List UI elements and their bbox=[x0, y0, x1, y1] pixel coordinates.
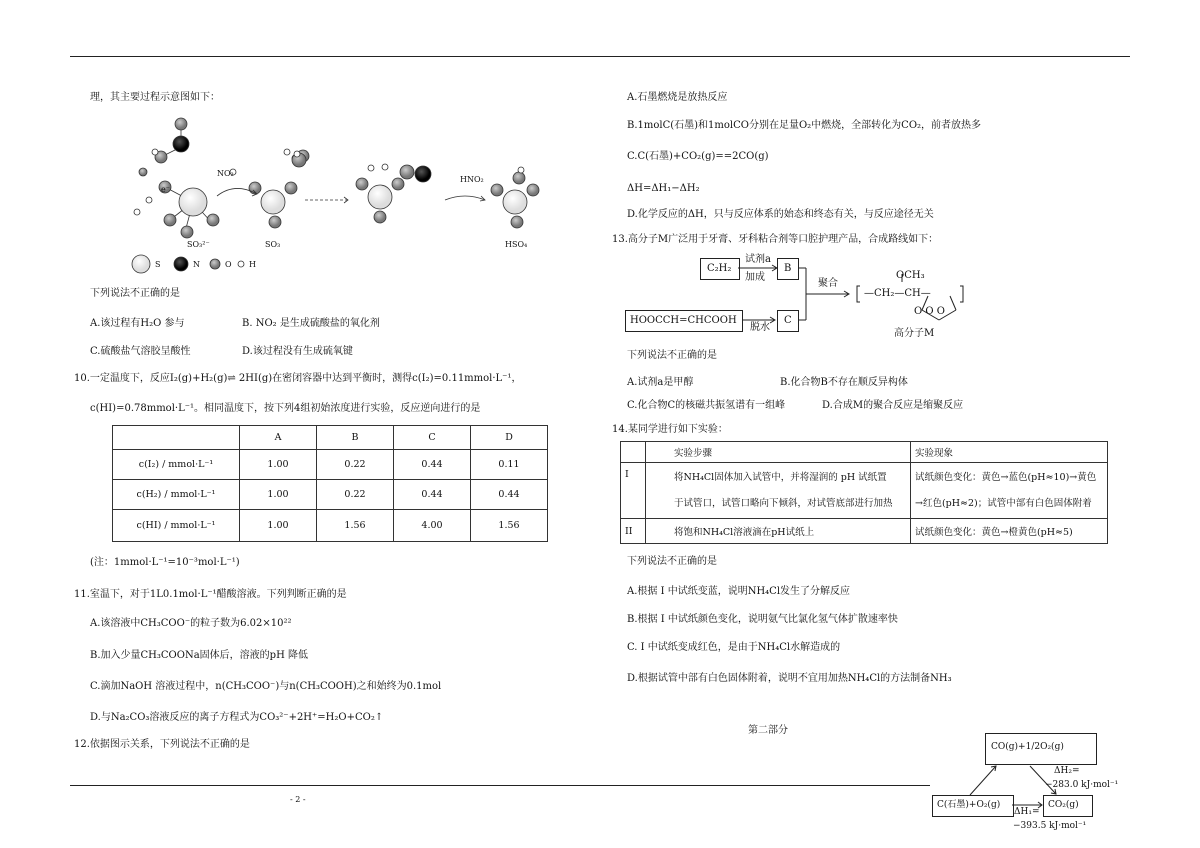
legend-s: S bbox=[155, 260, 161, 269]
polymerize-label: 聚合 bbox=[818, 278, 838, 289]
q10-table bbox=[112, 425, 548, 542]
bottom-rule bbox=[70, 785, 930, 786]
so3-label: SO₃ bbox=[265, 240, 281, 249]
q14-row1-num: I bbox=[621, 463, 646, 519]
q14-row1-step-line: 将NH₄Cl固体加入试管中，并将湿润的 pH 试纸置 bbox=[674, 471, 887, 483]
legend-n: N bbox=[193, 260, 200, 269]
q11-stem: 11.室温下，对于1L0.1mol·L⁻¹醋酸溶液。下列判断正确的是 bbox=[74, 589, 347, 600]
no2-label: NO₂ bbox=[217, 169, 234, 178]
section-title: 第二部分 bbox=[748, 725, 788, 736]
q14-question: 下列说法不正确的是 bbox=[627, 556, 717, 567]
q10-cell: 1.56 bbox=[317, 510, 394, 542]
acid-box bbox=[625, 310, 743, 332]
hso4-label: HSO₄ bbox=[505, 240, 528, 249]
q14-option-d: D.根据试管中部有白色固体附着，说明不宜用加热NH₄Cl的方法制备NH₃ bbox=[627, 673, 952, 684]
c-label: C bbox=[784, 315, 792, 326]
q13-option-d: D.合成M的聚合反应是缩聚反应 bbox=[822, 400, 964, 411]
q10-cell: 0.44 bbox=[394, 480, 471, 510]
q10-cell: 1.00 bbox=[240, 450, 317, 480]
polymer-name: 高分子M bbox=[894, 328, 935, 339]
q14-option-a: A.根据 I 中试纸变蓝，说明NH₄Cl发生了分解反应 bbox=[627, 586, 851, 597]
q9-option-c: C.硫酸盐气溶胶呈酸性 bbox=[90, 346, 191, 357]
q10-note: (注：1mmol·L⁻¹=10⁻³mol·L⁻¹) bbox=[90, 557, 240, 568]
q12-option-d: D.化学反应的ΔH，只与反应体系的始态和终态有关，与反应途径无关 bbox=[627, 209, 934, 220]
q10-line1: 10.一定温度下，反应I₂(g)+H₂(g)⇌ 2HI(g)在密闭容器中达到平衡时，测得c(I₂)=0.11mmol·L⁻¹， bbox=[74, 373, 522, 384]
q10-header-c: C bbox=[394, 426, 471, 450]
q10-row-label: c(H₂) / mmol·L⁻¹ bbox=[113, 480, 240, 510]
q10-line2: c(HI)=0.78mmol·L⁻¹。相同温度下，按下列4组初始浓度进行实验，反应逆向进行的是 bbox=[90, 403, 481, 414]
q14-header-step: 实验步骤 bbox=[646, 442, 911, 463]
b-box bbox=[777, 258, 799, 280]
q10-row-label: c(I₂) / mmol·L⁻¹ bbox=[113, 450, 240, 480]
q10-cell: 1.00 bbox=[240, 480, 317, 510]
energy-top-label: CO(g)+1/2O₂(g) bbox=[991, 742, 1064, 752]
q9-option-b: B. NO₂ 是生成硫酸盐的氧化剂 bbox=[242, 318, 380, 329]
q14-row2-result: 试纸颜色变化：黄色→橙黄色(pH≈5) bbox=[911, 519, 1108, 544]
acid-label: HOOCCH=CHCOOH bbox=[630, 315, 737, 326]
q13-option-a: A.试剂a是甲醇 bbox=[627, 377, 694, 388]
q14-option-c: C. I 中试纸变成红色，是由于NH₄Cl水解造成的 bbox=[627, 642, 841, 653]
q14-table bbox=[620, 441, 1108, 544]
q9-option-d: D.该过程没有生成硫氧键 bbox=[242, 346, 353, 357]
energy-right-label: CO₂(g) bbox=[1048, 800, 1079, 810]
q14-row1-result-line: →红色(pH≈2)；试管中部有白色固体附着 bbox=[915, 497, 1092, 509]
b-label: B bbox=[784, 263, 792, 274]
q14-stem: 14.某同学进行如下实验： bbox=[612, 424, 728, 435]
dehydration-label: 脱水 bbox=[750, 322, 770, 333]
legend-h: H bbox=[249, 260, 256, 269]
q14-row1-step-line: 于试管口，试管口略向下倾斜，对试管底部进行加热 bbox=[674, 497, 893, 509]
dh1-label: ΔH₁= bbox=[1014, 807, 1040, 817]
q11-option-d: D.与Na₂CO₃溶液反应的离子方程式为CO₃²⁻+2H⁺=H₂O+CO₂↑ bbox=[90, 712, 384, 723]
q11-option-c: C.滴加NaOH 溶液过程中，n(CH₃COO⁻)与n(CH₃COOH)之和始终为0.1mol bbox=[90, 681, 442, 692]
reagent-label: 试剂a bbox=[745, 254, 771, 265]
q14-header-result: 实验现象 bbox=[911, 442, 1108, 463]
polymer-chain: —CH₂—CH— bbox=[864, 288, 931, 299]
q14-row2-step: 将饱和NH₄Cl溶液滴在pH试纸上 bbox=[646, 519, 911, 544]
q14-header-blank bbox=[621, 442, 646, 463]
q11-option-b: B.加入少量CH₃COONa固体后，溶液的pH 降低 bbox=[90, 650, 308, 661]
dh2-label: ΔH₂= bbox=[1054, 766, 1080, 776]
q10-row-label: c(HI) / mmol·L⁻¹ bbox=[113, 510, 240, 542]
q10-cell: 0.22 bbox=[317, 480, 394, 510]
q10-cell: 1.00 bbox=[240, 510, 317, 542]
q14-row2-num: II bbox=[621, 519, 646, 544]
q12-stem: 12.依据图示关系，下列说法不正确的是 bbox=[74, 739, 250, 750]
energy-left-label: C(石墨)+O₂(g) bbox=[937, 800, 1001, 810]
q13-question: 下列说法不正确的是 bbox=[627, 350, 717, 361]
c2h2-label: C₂H₂ bbox=[707, 263, 732, 274]
q9-stem: 下列说法不正确的是 bbox=[90, 288, 180, 299]
so3-2-label: SO₃²⁻ bbox=[187, 240, 210, 249]
dh2-value: −283.0 kJ·mol⁻¹ bbox=[1045, 780, 1119, 790]
q10-cell: 0.11 bbox=[471, 450, 548, 480]
intro-text: 理，其主要过程示意图如下： bbox=[90, 92, 220, 103]
q13-option-c: C.化合物C的核磁共振氢谱有一组峰 bbox=[627, 400, 786, 411]
hno2-label: HNO₂ bbox=[460, 175, 484, 184]
page-number: - 2 - bbox=[290, 795, 306, 804]
q10-cell: 0.44 bbox=[394, 450, 471, 480]
dh1-value: −393.5 kJ·mol⁻¹ bbox=[1013, 821, 1087, 831]
q12-option-c-dh: ΔH=ΔH₁−ΔH₂ bbox=[627, 183, 700, 194]
q10-header-d: D bbox=[471, 426, 548, 450]
legend-o: O bbox=[225, 260, 232, 269]
top-rule bbox=[70, 56, 1130, 57]
q14-row1-step bbox=[646, 463, 911, 519]
q12-option-c: C.C(石墨)+CO₂(g)==2CO(g) bbox=[627, 151, 769, 162]
q14-row1-result-line: 试纸颜色变化：黄色→蓝色(pH≈10)→黄色 bbox=[915, 471, 1097, 483]
polymer-ring: O O O bbox=[914, 306, 945, 317]
addition-label: 加成 bbox=[745, 272, 765, 283]
q10-cell: 1.56 bbox=[471, 510, 548, 542]
q10-header-a: A bbox=[240, 426, 317, 450]
electron-label: e⁻ bbox=[161, 185, 170, 194]
q14-row1-result bbox=[911, 463, 1108, 519]
q12-option-b: B.1molC(石墨)和1molCO分别在足量O₂中燃烧，全部转化为CO₂，前者放热多 bbox=[627, 120, 982, 131]
mechanism-diagram bbox=[125, 112, 565, 282]
q10-cell: 4.00 bbox=[394, 510, 471, 542]
c-box bbox=[777, 310, 799, 332]
q10-cell: 0.22 bbox=[317, 450, 394, 480]
q14-option-b: B.根据 I 中试纸颜色变化，说明氨气比氯化氢气体扩散速率快 bbox=[627, 614, 898, 625]
q10-header-blank bbox=[113, 426, 240, 450]
q10-header-b: B bbox=[317, 426, 394, 450]
q9-option-a: A.该过程有H₂O 参与 bbox=[90, 318, 185, 329]
q11-option-a: A.该溶液中CH₃COO⁻的粒子数为6.02×10²² bbox=[90, 618, 292, 629]
q10-cell: 0.44 bbox=[471, 480, 548, 510]
q13-stem: 13.高分子M广泛用于牙膏、牙科粘合剂等口腔护理产品，合成路线如下： bbox=[612, 234, 939, 245]
q12-option-a: A.石墨燃烧是放热反应 bbox=[627, 92, 728, 103]
q13-option-b: B.化合物B不存在顺反异构体 bbox=[780, 377, 908, 388]
och3-label: OCH₃ bbox=[896, 270, 925, 281]
